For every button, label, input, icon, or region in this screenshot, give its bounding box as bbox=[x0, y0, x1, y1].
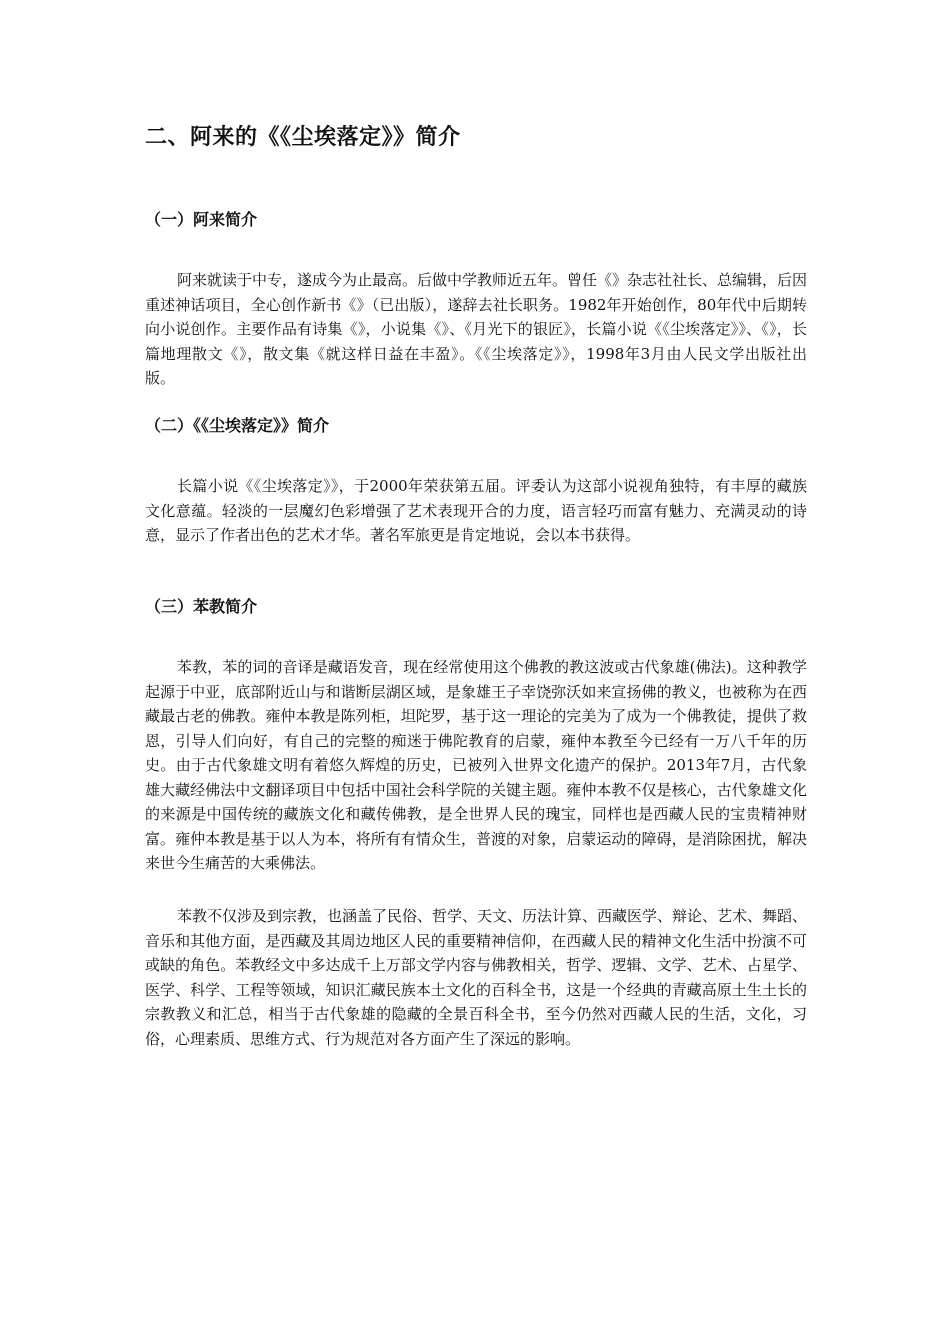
section-heading-author: （一）阿来简介 bbox=[145, 210, 258, 229]
paragraph-author-intro: 阿来就读于中专，遂成今为止最高。后做中学教师近五年。曾任《》杂志社社长、总编辑，后因重述神话项目，全心创作新书《》（已出版），遂辞去社长职务。1982年开始创作，80年代中后期转向小说创作。主要作品有诗集《》，小说集《》、《月光下的银匠》，长篇小说《《尘埃落定》》、《》，长篇地理散文《》，散文集《就这样日益在丰盈》。《《尘埃落定》》，1998年3月由人民文学出版社出版。 bbox=[145, 271, 808, 387]
section-heading-bon: （三）苯教简介 bbox=[145, 597, 258, 616]
paragraph-novel-intro: 长篇小说《《尘埃落定》》，于2000年荣获第五届。评委认为这部小说视角独特，有丰厚的藏族文化意蕴。轻淡的一层魔幻色彩增强了艺术表现开合的力度，语言轻巧而富有魅力、充满灵动的诗意，显示了作者出色的艺术才华。著名军旅更是肯定地说，会以本书获得。 bbox=[145, 477, 807, 544]
document-title: 二、阿来的《《尘埃落定》》简介 bbox=[145, 124, 461, 150]
paragraph-bon-intro-2: 苯教不仅涉及到宗教，也涵盖了民俗、哲学、天文、历法计算、西藏医学、辩论、艺术、舞蹈、音乐和其他方面，是西藏及其周边地区人民的重要精神信仰，在西藏人民的精神文化生活中扮演不可或缺的角色。苯教经文中多达成千上万部文学内容与佛教相关，哲学、逻辑、文学、艺术、占星学、医学、科学、工程等领域，知识汇藏民族本土文化的百科全书，这是一个经典的青藏高原土生土长的宗教教义和汇总，相当于古代象雄的隐藏的全景百科全书，至今仍然对西藏人民的生活，文化，习俗，心理素质、思维方式、行为规范对各方面产生了深远的影响。 bbox=[145, 907, 808, 1048]
section-heading-novel: （二）《《尘埃落定》》简介 bbox=[145, 416, 330, 435]
paragraph-bon-intro-1: 苯教，苯的词的音译是藏语发音，现在经常使用这个佛教的教这波或古代象雄(佛法)。这种教学起源于中亚，底部附近山与和谐断层湖区域，是象雄王子幸饶弥沃如来宣扬佛的教义，也被称为在西藏最古老的佛教。雍仲本教是陈列柜，坦陀罗，基于这一理论的完美为了成为一个佛教徒，提供了救恩，引导人们向好，有自己的完整的痴迷于佛陀教育的启蒙，雍仲本教至今已经有一万八千年的历史。由于古代象雄文明有着悠久辉煌的历史，已被列入世界文化遗产的保护。2013年7月，古代象雄大藏经佛法中文翻译项目中包括中国社会科学院的关键主题。雍仲本教不仅是核心，古代象雄文化的来源是中国传统的藏族文化和藏传佛教，是全世界人民的瑰宝，同样也是西藏人民的宝贵精神财富。雍仲本教是基于以人为本，将所有有情众生，普渡的对象，启蒙运动的障碍，是消除困扰，解决来世今生痛苦的大乘佛法。 bbox=[145, 658, 807, 872]
